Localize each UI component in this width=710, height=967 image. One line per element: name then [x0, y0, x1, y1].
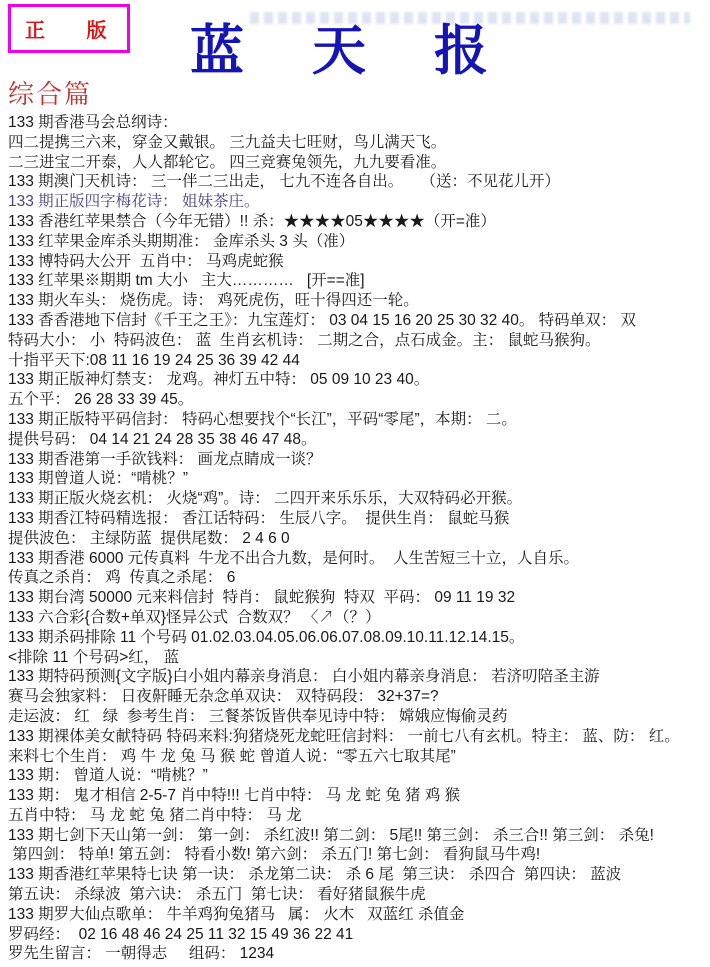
text-line: 133 期台湾 50000 元来料信封 特肖： 鼠蛇猴狗 特双 平码： 09 11 19 32 [8, 589, 516, 607]
text-line: 133 香港红苹果禁合（今年无错）!! 杀：★★★★05★★★★（开=准） [8, 212, 496, 230]
text-line: 133 期正版火烧玄机： 火烧“鸡”。诗： 二四开来乐乐乐，大双特码必开猴。 [8, 490, 523, 508]
text-line: 提供号码： 04 14 21 24 28 35 38 46 47 48。 [8, 430, 317, 448]
text-line-meihua: 133 期正版四字梅花诗： 姐妹茶庄。 [8, 193, 260, 211]
text-line: 来料七个生肖： 鸡 牛 龙 兔 马 猴 蛇 曾道人说：“零五六七取其尾” [8, 747, 456, 765]
text-line: 133 红苹果金库杀头期期准： 金库杀头 3 头（准） [8, 232, 355, 250]
text-line: 133 期正版神灯禁支： 龙鸡。神灯五中特： 05 09 10 23 40。 [8, 371, 430, 389]
text-line: 133 期澳门天机诗： 三一伴二三出走， 七九不连各自出。 （送：不见花儿开） [8, 173, 561, 191]
text-line: 提供波色： 主绿防蓝 提供尾数： 2 4 6 0 [8, 529, 290, 547]
text-line: 二三进宝二开泰，人人都轮它。 四三竞赛兔领先，九九要看准。 [8, 153, 447, 171]
text-line: 133 期香港第一手欲钱料： 画龙点睛成一谈？ [8, 450, 322, 468]
text-line: 第四剑： 特单! 第五剑： 特看小数! 第六剑： 杀五门! 第七剑： 看狗鼠马牛鸡! [8, 846, 541, 864]
text-line: 五个平： 26 28 33 39 45。 [8, 391, 194, 409]
text-line: 133 期： 曾道人说：“啃桃？” [8, 767, 208, 785]
text-line: 133 期香江特码精选报： 香江话特码： 生辰八字。 提供生肖： 鼠蛇马猴 [8, 509, 510, 527]
text-line: 四二提携三六来，穿金又戴银。 三九益夫七旺财，鸟儿满天飞。 [8, 133, 447, 151]
text-line: 133 六合彩{合数+单双}怪异公式 合数双？ 〈↗（？） [8, 608, 381, 626]
text-line: 第五诀： 杀绿波 第六诀： 杀五门 第七诀： 看好猪鼠猴牛虎 [8, 886, 426, 904]
text-line: 133 期特码预测{文字版}白小姐内幕亲身消息： 白小姐内幕亲身消息： 若济叨陪圣主游 [8, 668, 600, 686]
text-line: <排除 11 个号码>红， 蓝 [8, 648, 180, 666]
text-line: 五肖中特： 马 龙 蛇 兔 猪二肖中特： 马 龙 [8, 806, 302, 824]
text-line: 特码大小： 小 特码波色： 蓝 生肖玄机诗： 二期之合，点石成金。主： 鼠蛇马猴狗。 [8, 331, 601, 349]
text-line: 133 期裸体美女献特码 特码来料:狗猪烧死龙蛇旺信封料： 一前七八有玄机。特主： 蓝、防： 红。 [8, 727, 680, 745]
text-line: 133 期香港红苹果特七诀 第一诀： 杀龙第二诀： 杀 6 尾 第三诀： 杀四合 第四诀： 蓝波 [8, 866, 622, 884]
text-line: 十指平天下:08 11 16 19 24 25 36 39 42 44 [8, 351, 300, 369]
text-line: 133 博特码大公开 五肖中： 马鸡虎蛇猴 [8, 252, 284, 270]
text-line: 133 期七剑下天山第一剑： 第一剑： 杀红波!! 第二剑： 5尾!! 第三剑： 杀三合!! 第三剑： 杀兔! [8, 826, 654, 844]
text-line: 133 期香港 6000 元传真料 牛龙不出合九数，是何时。 人生苦短三十立，人自乐。 [8, 549, 579, 567]
text-line: 133 期香港马会总纲诗： [8, 114, 178, 131]
genuine-edition-badge: 正 版 [8, 4, 130, 53]
text-line: 133 期罗大仙点歌单： 牛羊鸡狗兔猪马 属： 火木 双蓝红 杀值金 [8, 905, 465, 923]
text-line: 走运波： 红 绿 参考生肖： 三餐茶饭皆供奉见诗中特： 嫦娥应悔偷灵药 [8, 707, 508, 725]
text-line: 133 红苹果※期期 tm 大小 主大………… [开==准] [8, 272, 365, 290]
text-line: 133 期火车头： 烧伤虎。诗： 鸡死虎伤，旺十得四还一轮。 [8, 292, 419, 310]
tip-sheet-body [0, 110, 710, 964]
text-line: 133 期： 鬼才相信 2-5-7 肖中特!!! 七肖中特： 马 龙 蛇 兔 猪 鸡 猴 [8, 787, 461, 805]
text-line: 133 期杀码排除 11 个号码 01.02.03.04.05.06.06.07.08.09.10.11.12.14.15。 [8, 628, 525, 646]
text-line: 传真之杀肖： 鸡 传真之杀尾： 6 [8, 569, 236, 587]
text-line: 133 期曾道人说：“啃桃？” [8, 470, 188, 488]
text-line: 133 香香港地下信封《千王之王》：九宝莲灯： 03 04 15 16 20 25 30 32 40。 特码单双： 双 [8, 311, 636, 329]
text-line: 罗先生留言： 一朝得志 组码： 1234 [8, 945, 275, 963]
text-line: 赛马会独家料： 日夜鼾睡无杂念单双诀： 双特码段： 32+37=? [8, 688, 439, 706]
text-line: 罗码经： 02 16 48 46 24 25 11 32 15 49 36 22 41 [8, 925, 354, 943]
page-title: 蓝天报 [190, 21, 556, 81]
section-heading: 综合篇 [8, 79, 93, 109]
text-line: 133 期正版特平码信封： 特码心想要找个“长江”，平码“零尾”，本期： 二。 [8, 410, 517, 428]
page-header [0, 0, 710, 110]
